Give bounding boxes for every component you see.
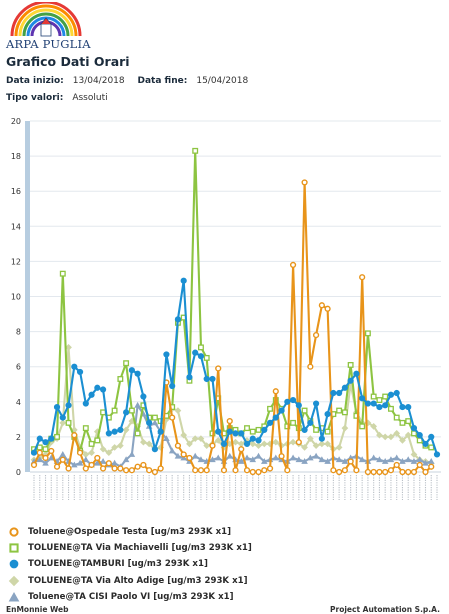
data-point [342,425,348,431]
data-point [118,427,123,432]
y-tick-label: 8 [15,327,21,337]
date-range-row [6,76,258,86]
value-type-label: Tipo valori: [6,93,64,103]
y-tick-label: 4 [15,397,21,407]
data-point [245,468,250,473]
data-point [95,456,100,461]
data-point [118,377,123,382]
data-point [268,407,273,412]
data-point [250,470,255,475]
data-point [389,468,394,473]
data-point [285,468,290,473]
data-point [429,445,434,450]
data-point [112,466,117,471]
data-point [394,463,399,468]
data-point [233,468,238,473]
data-point [55,464,60,469]
data-point [135,371,140,376]
footer-left-text: EnMonnie Web [6,605,69,614]
data-point [89,442,94,447]
data-point [55,435,60,440]
legend-item[interactable] [8,556,252,572]
data-point [193,454,198,459]
data-point [84,426,89,431]
data-point [141,439,147,445]
data-point [279,454,284,459]
data-point [377,405,382,410]
data-point [233,431,238,436]
data-point [112,429,117,434]
legend-item[interactable] [8,589,252,605]
data-point [256,470,261,475]
data-point [250,436,255,441]
data-point [170,415,175,420]
data-point [256,454,261,459]
data-point [199,345,204,350]
y-tick-label: 20 [10,117,21,126]
data-point [222,468,227,473]
data-point [135,464,140,469]
end-date-label: Data fine: [137,76,188,86]
data-point [291,263,296,268]
data-point [227,454,232,459]
data-point [135,403,140,408]
data-point [141,394,146,399]
data-point [101,466,106,471]
data-point [314,401,319,406]
data-point [262,427,267,432]
data-point [227,419,232,424]
data-point [331,468,336,473]
data-point [337,470,342,475]
data-point [261,441,267,447]
data-point [435,452,440,457]
data-point [400,405,405,410]
data-point [66,421,71,426]
data-point [417,463,422,468]
data-point [273,415,278,420]
data-point [43,440,48,445]
data-point [268,466,273,471]
data-point [199,468,204,473]
data-point [37,436,42,441]
data-point [83,401,88,406]
data-point [49,449,54,454]
data-point [175,408,181,414]
data-point [366,470,371,475]
series-line [34,151,431,451]
data-point [245,426,250,431]
data-point [412,470,417,475]
data-point [176,317,181,322]
data-point [256,438,261,443]
brand-name: ARPA PUGLIA [6,37,91,51]
data-point [129,468,134,473]
data-point [406,419,411,424]
data-point [337,391,342,396]
data-point [360,396,365,401]
data-point [60,271,65,276]
value-type-row [6,93,118,103]
data-point [181,452,186,457]
data-point [377,398,382,403]
data-point [319,436,324,441]
data-point [227,429,232,434]
data-point [170,384,175,389]
data-point [314,428,319,433]
legend-item[interactable] [8,573,252,589]
data-point [412,426,417,431]
data-point [129,368,134,373]
data-point [377,470,382,475]
data-point [383,403,388,408]
y-tick-label: 14 [10,222,21,232]
data-point [342,385,347,390]
data-point [78,450,83,455]
data-point [302,408,307,413]
data-point [308,420,313,425]
y-tick-label: 12 [10,257,21,267]
data-point [216,366,221,371]
data-point [176,443,181,448]
data-point [43,447,48,452]
data-point [354,468,359,473]
start-date-label: Data inizio: [6,76,64,86]
legend-item[interactable] [8,524,252,540]
data-point [152,420,157,425]
data-point [325,429,330,434]
legend-marker-icon [8,542,20,554]
data-point [216,429,221,434]
data-point [153,447,158,452]
data-point [308,364,313,369]
legend-marker-icon [8,558,20,570]
data-point [49,436,54,441]
data-point [250,429,255,434]
data-point [336,445,342,451]
value-type-value: Assoluti [72,93,108,103]
data-point [382,434,388,440]
data-point [83,466,88,471]
data-point [66,403,71,408]
y-tick-label: 0 [15,468,21,477]
start-date-value: 13/04/2018 [72,76,125,86]
data-point [187,456,192,461]
data-point [360,275,365,280]
y-tick-label: 10 [10,292,21,302]
data-point [423,442,428,447]
data-point [60,457,65,462]
data-point [268,420,273,425]
data-point [389,392,394,397]
legend-marker-icon [8,526,20,538]
y-tick-label: 2 [15,432,21,442]
data-point [153,415,158,420]
data-point [285,399,290,404]
legend-marker-icon [8,575,20,587]
data-point [412,431,417,436]
data-point [141,463,146,468]
data-point [291,421,296,426]
data-point [135,431,140,436]
data-point [147,468,152,473]
data-point [72,433,77,438]
data-point [239,431,244,436]
data-point [66,466,71,471]
data-point [290,439,296,445]
data-point [348,378,353,383]
data-point [60,415,65,420]
data-point [400,421,405,426]
data-point [383,470,388,475]
data-point [193,149,198,154]
legend-label: Toluene@TA CISI Paolo VI [ug/m3 293K x1] [28,591,234,602]
y-tick-label: 6 [15,362,21,372]
data-point [181,278,186,283]
data-point [153,470,158,475]
data-point [406,405,411,410]
data-point [354,371,359,376]
data-point [210,377,215,382]
data-point [302,180,307,185]
data-point [337,408,342,413]
data-point [158,466,163,471]
data-point [118,466,123,471]
data-point [256,428,261,433]
data-point [101,410,106,415]
data-point [210,443,215,448]
data-point [204,356,209,361]
data-point [147,420,152,425]
data-point [325,412,330,417]
data-point [95,438,100,443]
data-point [296,440,301,445]
data-point [256,443,262,449]
data-point [233,439,239,445]
data-point [112,408,117,413]
data-point [325,306,330,311]
legend-label: Toluene@Ospedale Testa [ug/m3 293K x1] [28,527,232,538]
data-point [55,405,60,410]
data-point [429,435,434,440]
data-point [95,385,100,390]
data-point [124,361,129,366]
data-point [129,452,134,457]
data-point [262,468,267,473]
data-point [72,364,77,369]
data-point [164,352,169,357]
data-point [89,463,94,468]
data-point [37,450,42,455]
data-point [389,407,394,412]
data-point [124,468,129,473]
data-point [239,447,244,452]
data-point [371,394,376,399]
data-point [193,350,198,355]
data-point [124,410,129,415]
data-point [193,468,198,473]
data-point [348,459,353,464]
y-tick-label: 18 [10,152,21,162]
legend-item[interactable] [8,540,252,556]
data-point [342,468,347,473]
data-point [204,468,209,473]
chart-legend [8,524,252,605]
data-point [32,450,37,455]
legend-label: TOLUENE@TA Via Alto Adige [ug/m3 293K x1] [28,575,248,586]
data-point [32,463,37,468]
y-tick-label: 16 [10,187,21,197]
data-point [400,470,405,475]
data-point [319,441,325,447]
data-point [429,464,434,469]
data-point [394,415,399,420]
data-point [187,375,192,380]
hourly-chart [0,112,449,522]
data-point [417,433,422,438]
data-point [314,333,319,338]
data-point [406,470,411,475]
data-point [371,401,376,406]
data-point [78,370,83,375]
footer-right-text: Project Automation S.p.A. [330,605,440,614]
data-point [204,377,209,382]
series-line [34,405,431,466]
data-point [366,401,371,406]
data-point [130,408,135,413]
page-title: Grafico Dati Orari [6,54,130,69]
data-point [106,461,111,466]
data-point [89,392,94,397]
data-point [245,442,250,447]
data-point [343,410,348,415]
data-point [360,424,365,429]
data-point [394,391,399,396]
data-point [302,427,307,432]
data-point [383,394,388,399]
data-point [89,450,95,456]
data-point [158,429,163,434]
data-point [118,443,124,449]
data-point [106,431,111,436]
data-point [43,456,48,461]
data-point [423,470,428,475]
legend-label: TOLUENE@TA Via Machiavelli [ug/m3 293K x1] [28,543,252,554]
data-point [60,452,65,457]
data-point [279,408,284,413]
y-axis-bar [25,121,30,472]
data-point [37,445,42,450]
data-point [371,470,376,475]
end-date-value: 15/04/2018 [196,76,249,86]
legend-label: TOLUENE@TAMBURI [ug/m3 293K x1] [28,559,208,570]
data-point [319,303,324,308]
data-point [331,391,336,396]
data-point [222,442,227,447]
data-point [366,331,371,336]
legend-marker-icon [8,591,20,603]
data-point [199,354,204,359]
data-point [291,398,296,403]
data-point [273,389,278,394]
data-point [348,363,353,368]
data-point [296,403,301,408]
data-point [60,420,66,426]
data-point [101,387,106,392]
